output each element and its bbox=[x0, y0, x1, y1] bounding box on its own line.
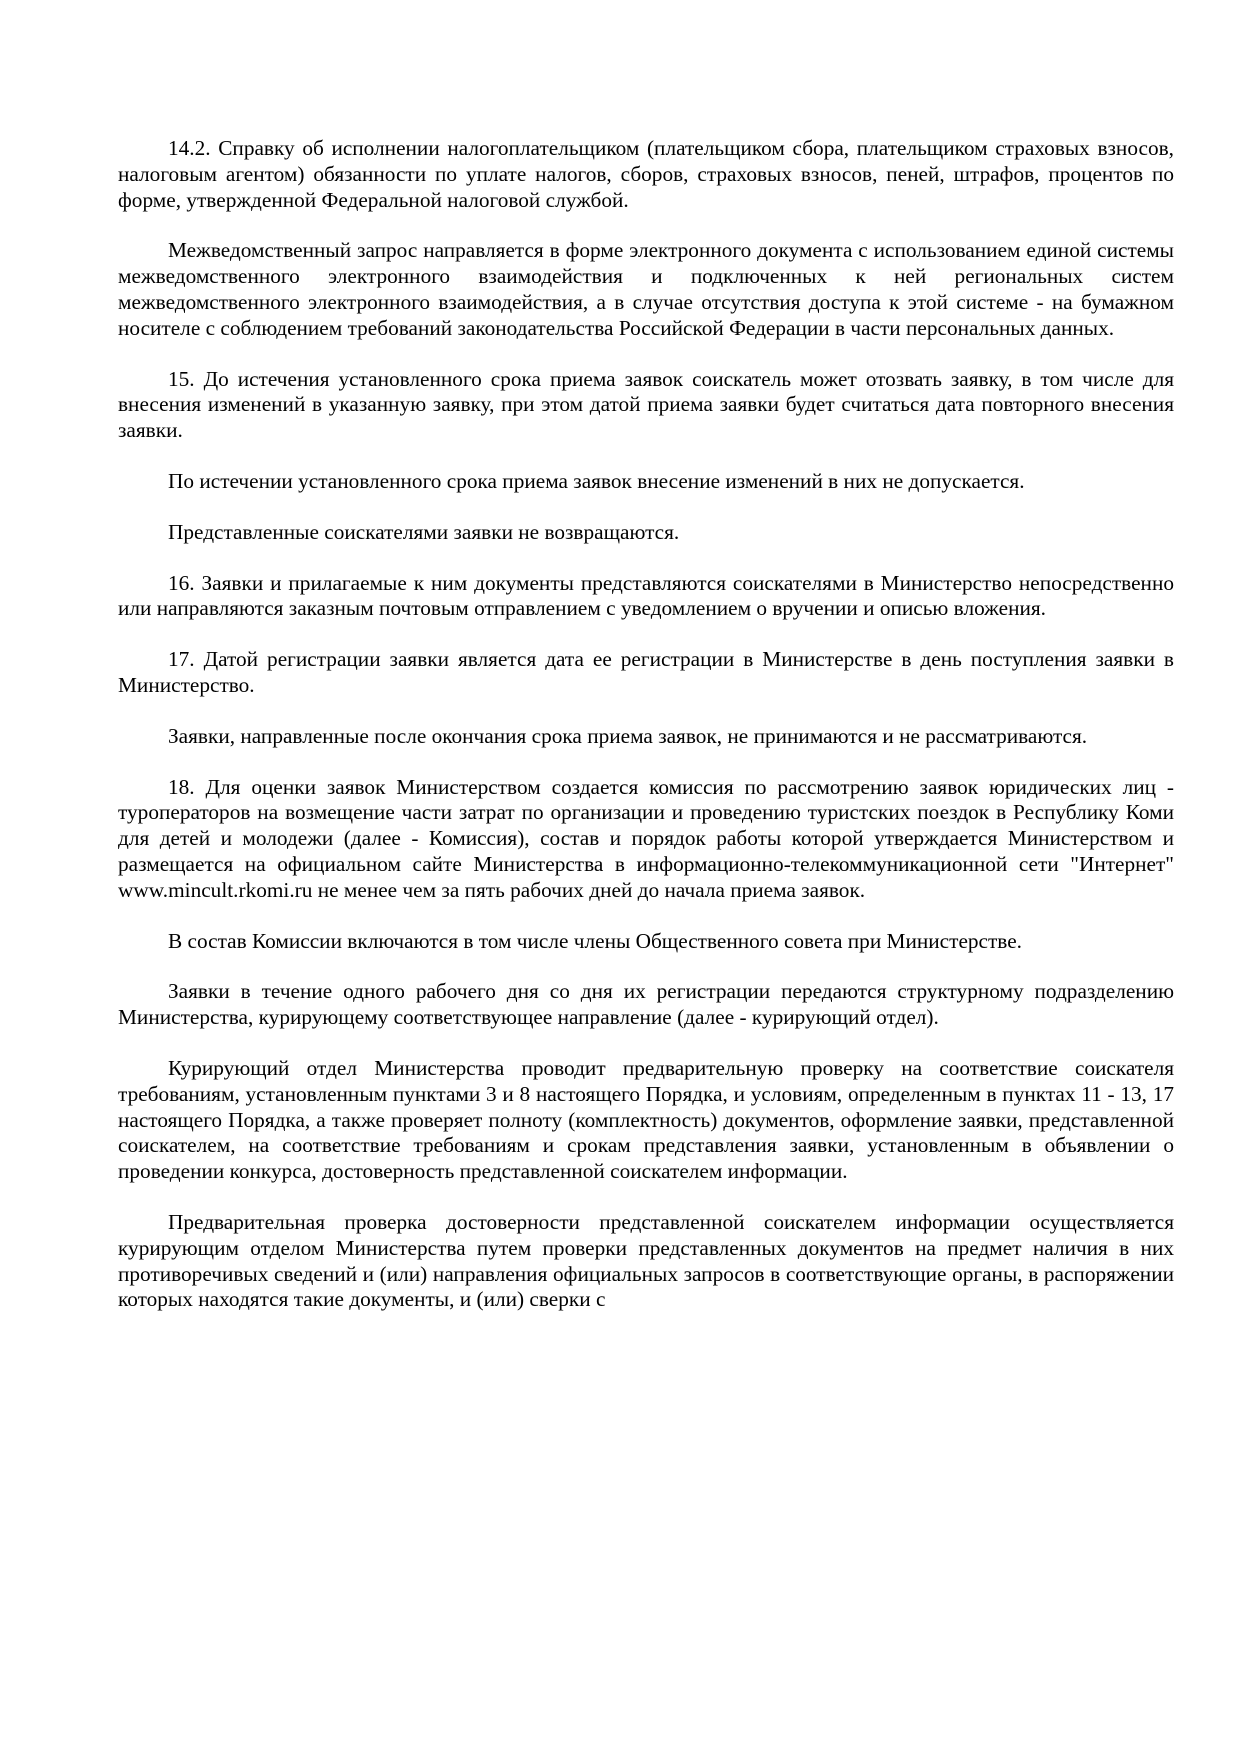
paragraph-preliminary-check: Курирующий отдел Министерства проводит предварительную проверку на соответствие соискателя требованиям, установленным пунктами 3 и 8 настоящего Порядка, и условиям, определенным в пунктах 11 - 13, 17 настоящего Порядка, а также проверяет полноту (комплектность) документов, оформление заявки, представленной соискателем, на соответствие требованиям и срокам представления заявки, установленным в объявлении о проведении конкурса, достоверность представленной соискателем информации. bbox=[118, 1055, 1174, 1184]
document-page bbox=[118, 136, 1174, 1338]
paragraph-transfer: Заявки в течение одного рабочего дня со дня их регистрации передаются структурному подразделению Министерства, курирующему соответствующее направление (далее - курирующий отдел). bbox=[118, 979, 1174, 1030]
paragraph-not-returned: Представленные соискателями заявки не возвращаются. bbox=[168, 519, 680, 544]
paragraph-no-changes: По истечении установленного срока приема заявок внесение изменений в них не допускается. bbox=[168, 468, 1025, 493]
paragraph-14-2: 14.2. Справку об исполнении налогоплательщиком (плательщиком сбора, плательщиком страховых взносов, налоговым агентом) обязанности по уплате налогов, сборов, страховых взносов, пеней, штрафов, процентов по форме, утвержденной Федеральной налоговой службой. bbox=[118, 136, 1174, 212]
paragraph-17: 17. Датой регистрации заявки является дата ее регистрации в Министерстве в день поступления заявки в Министерство. bbox=[118, 647, 1174, 697]
paragraph-interagency-request: Межведомственный запрос направляется в форме электронного документа с использованием единой системы межведомственного электронного взаимодействия и подключенных к ней региональных систем межведомственного электронного взаимодействия, а в случае отсутствия доступа к этой системе - на бумажном носителе с соблюдением требований законодательства Российской Федерации в части персональных данных. bbox=[118, 238, 1174, 340]
paragraph-commission-members: В состав Комиссии включаются в том числе члены Общественного совета при Министерстве. bbox=[168, 928, 1023, 953]
paragraph-16: 16. Заявки и прилагаемые к ним документы представляются соискателями в Министерство непосредственно или направляются заказным почтовым отправлением с уведомлением о вручении и описью вложения. bbox=[118, 570, 1174, 621]
paragraph-late-applications: Заявки, направленные после окончания срока приема заявок, не принимаются и не рассматриваются. bbox=[168, 723, 1088, 748]
paragraph-15: 15. До истечения установленного срока приема заявок соискатель может отозвать заявку, в том числе для внесения изменений в указанную заявку, при этом датой приема заявки будет считаться дата повторного внесения заявки. bbox=[118, 366, 1174, 443]
paragraph-18: 18. Для оценки заявок Министерством создается комиссия по рассмотрению заявок юридических лиц - туроператоров на возмещение части затрат по организации и проведению туристских поездок в Республику Коми для детей и молодежи (далее - Комиссия), состав и порядок работы которой утверждается Министерством и размещается на официальном сайте Министерства в информационно-телекоммуникационной сети "Интернет" www.mincult.rkomi.ru не менее чем за пять рабочих дней до начала приема заявок. bbox=[118, 774, 1174, 902]
paragraph-verification: Предварительная проверка достоверности представленной соискателем информации осуществляется курирующим отделом Министерства путем проверки представленных документов на предмет наличия в них противоречивых сведений и (или) направления официальных запросов в соответствующие органы, в распоряжении которых находятся такие документы, и (или) сверки с bbox=[118, 1209, 1174, 1312]
